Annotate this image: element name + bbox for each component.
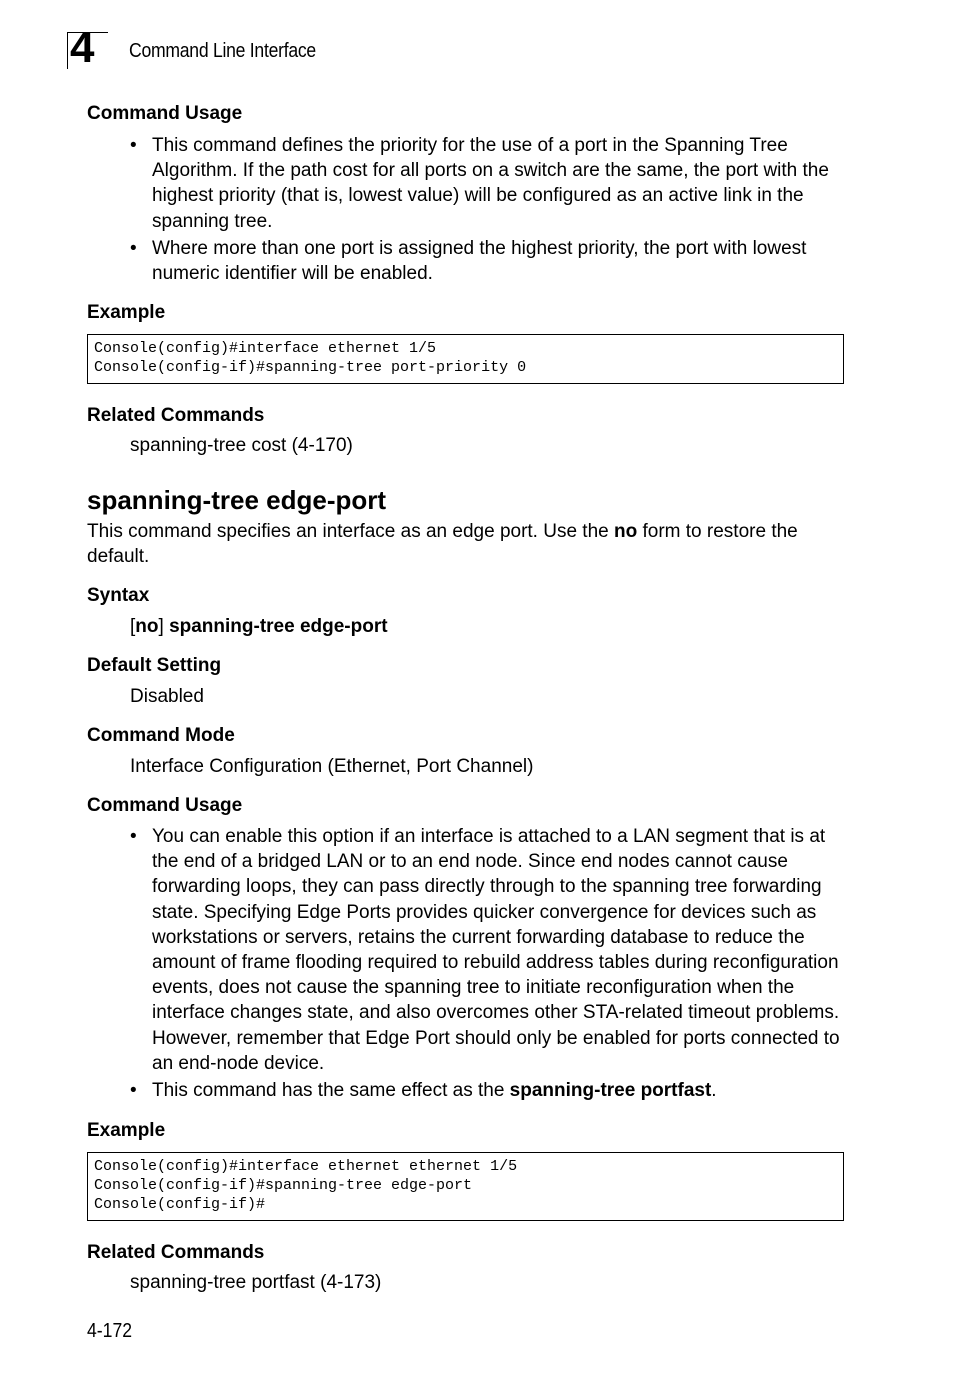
related-commands-heading: Related Commands [87, 1242, 265, 1263]
command-mode-value: Interface Configuration (Ethernet, Port Channel) [130, 756, 534, 777]
section-title: spanning-tree edge-port [87, 485, 387, 515]
syntax-line: [no] spanning-tree edge-port [130, 616, 388, 637]
page-number: 4-172 [87, 1320, 133, 1342]
code-line: Console(config-if)#spanning-tree port-priority 0 [94, 359, 527, 376]
bullet-marker: • [130, 1080, 137, 1101]
code-line: Console(config)#interface ethernet 1/5 [94, 340, 437, 357]
usage-bullet-2: This command has the same effect as the spanning-tree portfast. [152, 1080, 717, 1101]
default-setting-value: Disabled [130, 686, 204, 707]
bullet-marker: • [130, 826, 137, 847]
syntax-heading: Syntax [87, 585, 150, 606]
chapter-number: 4 [70, 23, 95, 72]
example-heading: Example [87, 302, 166, 323]
default-setting-heading: Default Setting [87, 655, 222, 676]
related-command-link: spanning-tree portfast (4-173) [130, 1272, 382, 1293]
usage-bullet-2: Where more than one port is assigned the highest priority, the port with lowest numeric identifier will be enabled. [152, 238, 807, 285]
code-line: Console(config)#interface ethernet ethernet 1/5 [94, 1158, 518, 1175]
running-header-title: Command Line Interface [129, 40, 316, 62]
code-example-box [87, 334, 844, 384]
usage-bullet-1: This command defines the priority for the use of a port in the Spanning Tree Algorithm. If the path cost for all ports on a switch are the same, the port with the highest priority (that is, lowest value) will be configured as an active link in the spanning tree. [152, 135, 829, 232]
usage-bullet-1: You can enable this option if an interface is attached to a LAN segment that is at the end of a bridged LAN or to an end node. Since end nodes cannot cause forwarding loops, they can pass directly through to the spanning tree forwarding state. Specifying Edge Ports provides quicker convergence for devices such as workstations or servers, retains the current forwarding database to reduce the amount of frame flooding required to rebuild address tables during reconfiguration events, does not cause the spanning tree to initiate reconfiguration when the interface changes state, and also overcomes other STA-related timeout problems. However, remember that Edge Port should only be enabled for ports connected to an end-node device. [152, 826, 840, 1074]
command-usage-heading: Command Usage [87, 795, 243, 816]
code-example-box [87, 1152, 844, 1221]
example-heading: Example [87, 1120, 166, 1141]
related-commands-heading: Related Commands [87, 405, 265, 426]
code-line: Console(config-if)# [94, 1196, 266, 1213]
bullet-marker: • [130, 135, 137, 156]
bullet-marker: • [130, 238, 137, 259]
command-usage-heading: Command Usage [87, 103, 243, 124]
related-command-link: spanning-tree cost (4-170) [130, 435, 353, 456]
command-mode-heading: Command Mode [87, 725, 235, 746]
code-line: Console(config-if)#spanning-tree edge-port [94, 1177, 473, 1194]
section-intro: This command specifies an interface as an edge port. Use the no form to restore the default. [87, 521, 798, 568]
